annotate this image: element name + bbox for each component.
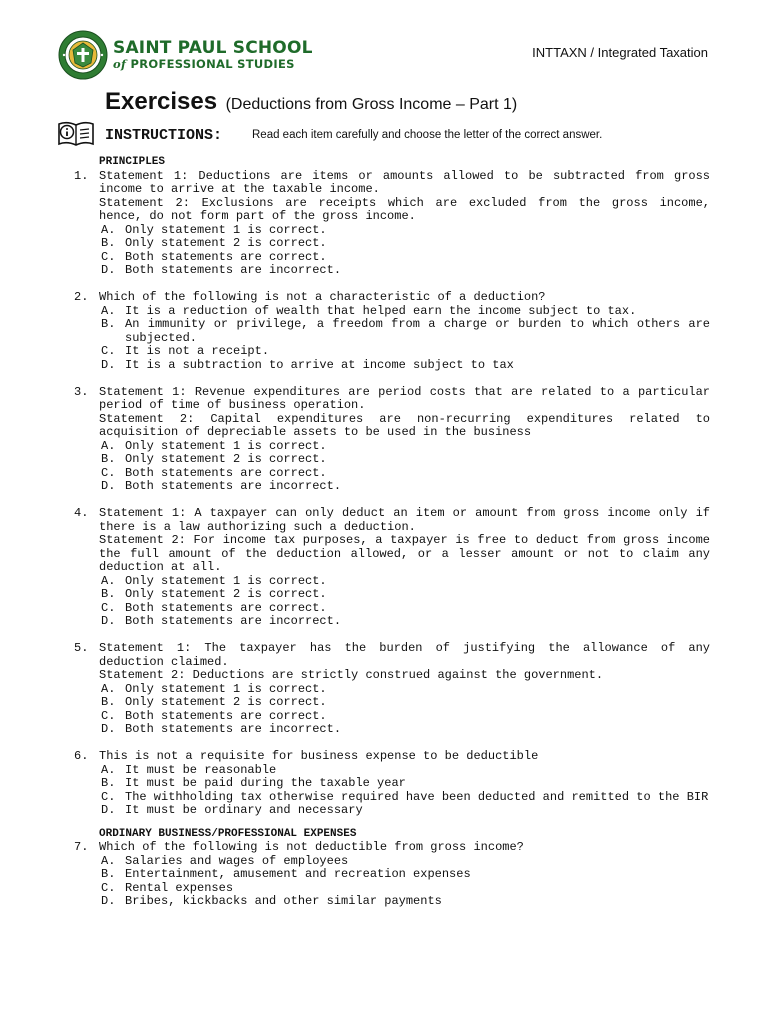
info-book-icon [57,120,95,146]
option-letter: A. [101,222,116,237]
option-letter: C. [101,249,116,264]
question-body [99,507,710,629]
option-text: Rental expenses [125,880,234,895]
question-body [99,386,710,494]
page-title [105,88,517,116]
answer-option [99,895,710,909]
option-letter: B. [101,587,116,601]
answer-option [99,764,710,778]
spacer [74,737,710,751]
option-letter: C. [101,880,116,895]
option-text: The withholding tax otherwise required have been deducted and remitted to the BIR [125,789,709,804]
title-subtitle: (Deductions from Gross Income – Part 1) [225,96,518,113]
question-item [74,170,710,278]
answer-option [99,868,710,882]
answer-option [99,696,710,710]
question-number: 4. [74,506,89,520]
answer-option [99,710,710,724]
option-text: Entertainment, amusement and recreation expenses [125,867,471,881]
question-statement: Statement 1: Revenue expenditures are period costs that are related to a particular period of time of business operation. [99,384,710,412]
answer-option [99,615,710,629]
answer-option [99,264,710,278]
option-letter: B. [101,452,116,466]
option-letter: C. [101,600,116,615]
question-item [74,291,710,372]
question-number: 5. [74,641,89,655]
answer-option [99,305,710,319]
question-statement: Statement 2: Deductions are strictly construed against the government. [99,668,604,682]
option-text: Only statement 1 is correct. [125,573,327,588]
option-text: It must be ordinary and necessary [125,803,363,817]
instructions-label: INSTRUCTIONS: [105,127,223,144]
option-letter: B. [101,236,116,250]
question-statement: This is not a requisite for business expense to be deductible [99,749,539,763]
question-statement: Statement 1: A taxpayer can only deduct an item or amount from gross income only if there is a law authorizing such a deduction. [99,506,710,534]
question-item [74,642,710,737]
question-body [99,841,710,909]
answer-option [99,777,710,791]
answer-option [99,345,710,359]
option-text: It must be paid during the taxable year [125,776,406,790]
answer-option [99,440,710,454]
question-number: 2. [74,290,89,304]
answer-option [99,224,710,238]
school-name-rest: PROFESSIONAL STUDIES [130,57,295,71]
option-letter: C. [101,344,116,358]
option-letter: C. [101,789,116,804]
answer-option [99,804,710,818]
option-text: It must be reasonable [125,762,277,777]
option-letter: B. [101,695,116,709]
answer-option [99,251,710,265]
spacer [74,372,710,386]
question-body [99,750,710,818]
answer-option [99,588,710,602]
question-statement: Statement 1: The taxpayer has the burden of justifying the allowance of any deduction claimed. [99,641,710,669]
option-text: Only statement 1 is correct. [125,222,327,237]
answer-option [99,467,710,481]
answer-option [99,683,710,697]
section-heading: ORDINARY BUSINESS/PROFESSIONAL EXPENSES [99,827,357,840]
answer-option [99,855,710,869]
option-letter: A. [101,303,116,318]
option-letter: D. [101,357,116,372]
question-statement: Statement 2: For income tax purposes, a taxpayer is free to deduct from gross income the full amount of the deduction allowed, or a lesser amount or not to claim any deduction at all. [99,533,710,574]
option-text: It is a reduction of wealth that helped earn the income subject to tax. [125,303,637,318]
option-letter: C. [101,465,116,480]
option-letter: A. [101,438,116,453]
question-number: 1. [74,168,89,183]
school-name-of: of [113,57,127,71]
section-heading: PRINCIPLES [99,156,166,168]
option-text: Only statement 1 is correct. [125,681,327,696]
school-seal-icon [58,30,108,80]
option-text: It is not a receipt. [125,344,270,358]
spacer [74,629,710,643]
option-text: Both statements are incorrect. [125,614,342,628]
option-letter: A. [101,573,116,588]
answer-option [99,882,710,896]
option-text: Both statements are correct. [125,600,327,615]
option-text: Only statement 2 is correct. [125,236,327,250]
option-letter: D. [101,263,116,277]
question-body [99,642,710,737]
option-letter: D. [101,722,116,736]
answer-option [99,791,710,805]
question-body [99,291,710,372]
option-letter: C. [101,708,116,723]
school-name-line2 [113,59,313,71]
question-item [74,386,710,494]
option-text: Only statement 2 is correct. [125,695,327,709]
spacer [74,494,710,508]
option-text: Both statements are correct. [125,465,327,480]
option-letter: A. [101,762,116,777]
option-letter: A. [101,853,116,868]
answer-option [99,318,710,345]
title-main: Exercises [105,88,218,115]
answer-option [99,480,710,494]
course-label: INTTAXN / Integrated Taxation [532,45,708,60]
option-text: Both statements are incorrect. [125,479,342,493]
option-text: Both statements are correct. [125,249,327,264]
exercise-content [74,156,710,909]
option-text: Only statement 1 is correct. [125,438,327,453]
question-item [74,750,710,818]
answer-option [99,237,710,251]
question-item [74,507,710,629]
option-letter: A. [101,681,116,696]
option-text: Only statement 2 is correct. [125,587,327,601]
spacer [74,278,710,292]
question-statement: Which of the following is not deductible from gross income? [99,840,524,854]
page-header [58,30,718,82]
answer-option [99,723,710,737]
option-text: Both statements are incorrect. [125,722,342,736]
option-text: Only statement 2 is correct. [125,452,327,466]
instructions-text: Read each item carefully and choose the letter of the correct answer. [252,129,603,141]
question-item [74,841,710,909]
school-name [113,40,313,71]
option-letter: D. [101,614,116,628]
answer-option [99,602,710,616]
answer-option [99,453,710,467]
school-name-line1: SAINT PAUL SCHOOL [113,38,313,58]
question-statement: Statement 2: Capital expenditures are non-recurring expenditures related to acquisition of depreciable assets to be used in the business [99,411,710,439]
option-text: It is a subtraction to arrive at income subject to tax [125,357,514,372]
question-number: 6. [74,749,89,763]
answer-option [99,359,710,373]
option-letter: B. [101,867,116,881]
instructions-row [57,120,737,148]
question-body [99,170,710,278]
question-number: 3. [74,384,89,399]
answer-option [99,575,710,589]
option-letter: D. [101,803,116,817]
question-statement: Statement 2: Exclusions are receipts which are excluded from the gross income, hence, do not form part of the gross income. [99,195,710,223]
option-text: An immunity or privilege, a freedom from a charge or burden to which others are subjected. [125,317,710,345]
option-text: Both statements are incorrect. [125,263,342,277]
option-text: Bribes, kickbacks and other similar payments [125,894,442,908]
option-text: Both statements are correct. [125,708,327,723]
option-letter: B. [101,317,116,331]
option-text: Salaries and wages of employees [125,853,349,868]
option-letter: D. [101,894,116,908]
option-letter: D. [101,479,116,493]
question-statement: Statement 1: Deductions are items or amounts allowed to be subtracted from gross income to arrive at the taxable income. [99,168,710,196]
question-statement: Which of the following is not a characteristic of a deduction? [99,290,546,304]
question-number: 7. [74,840,89,854]
spacer [74,818,710,828]
option-letter: B. [101,776,116,790]
